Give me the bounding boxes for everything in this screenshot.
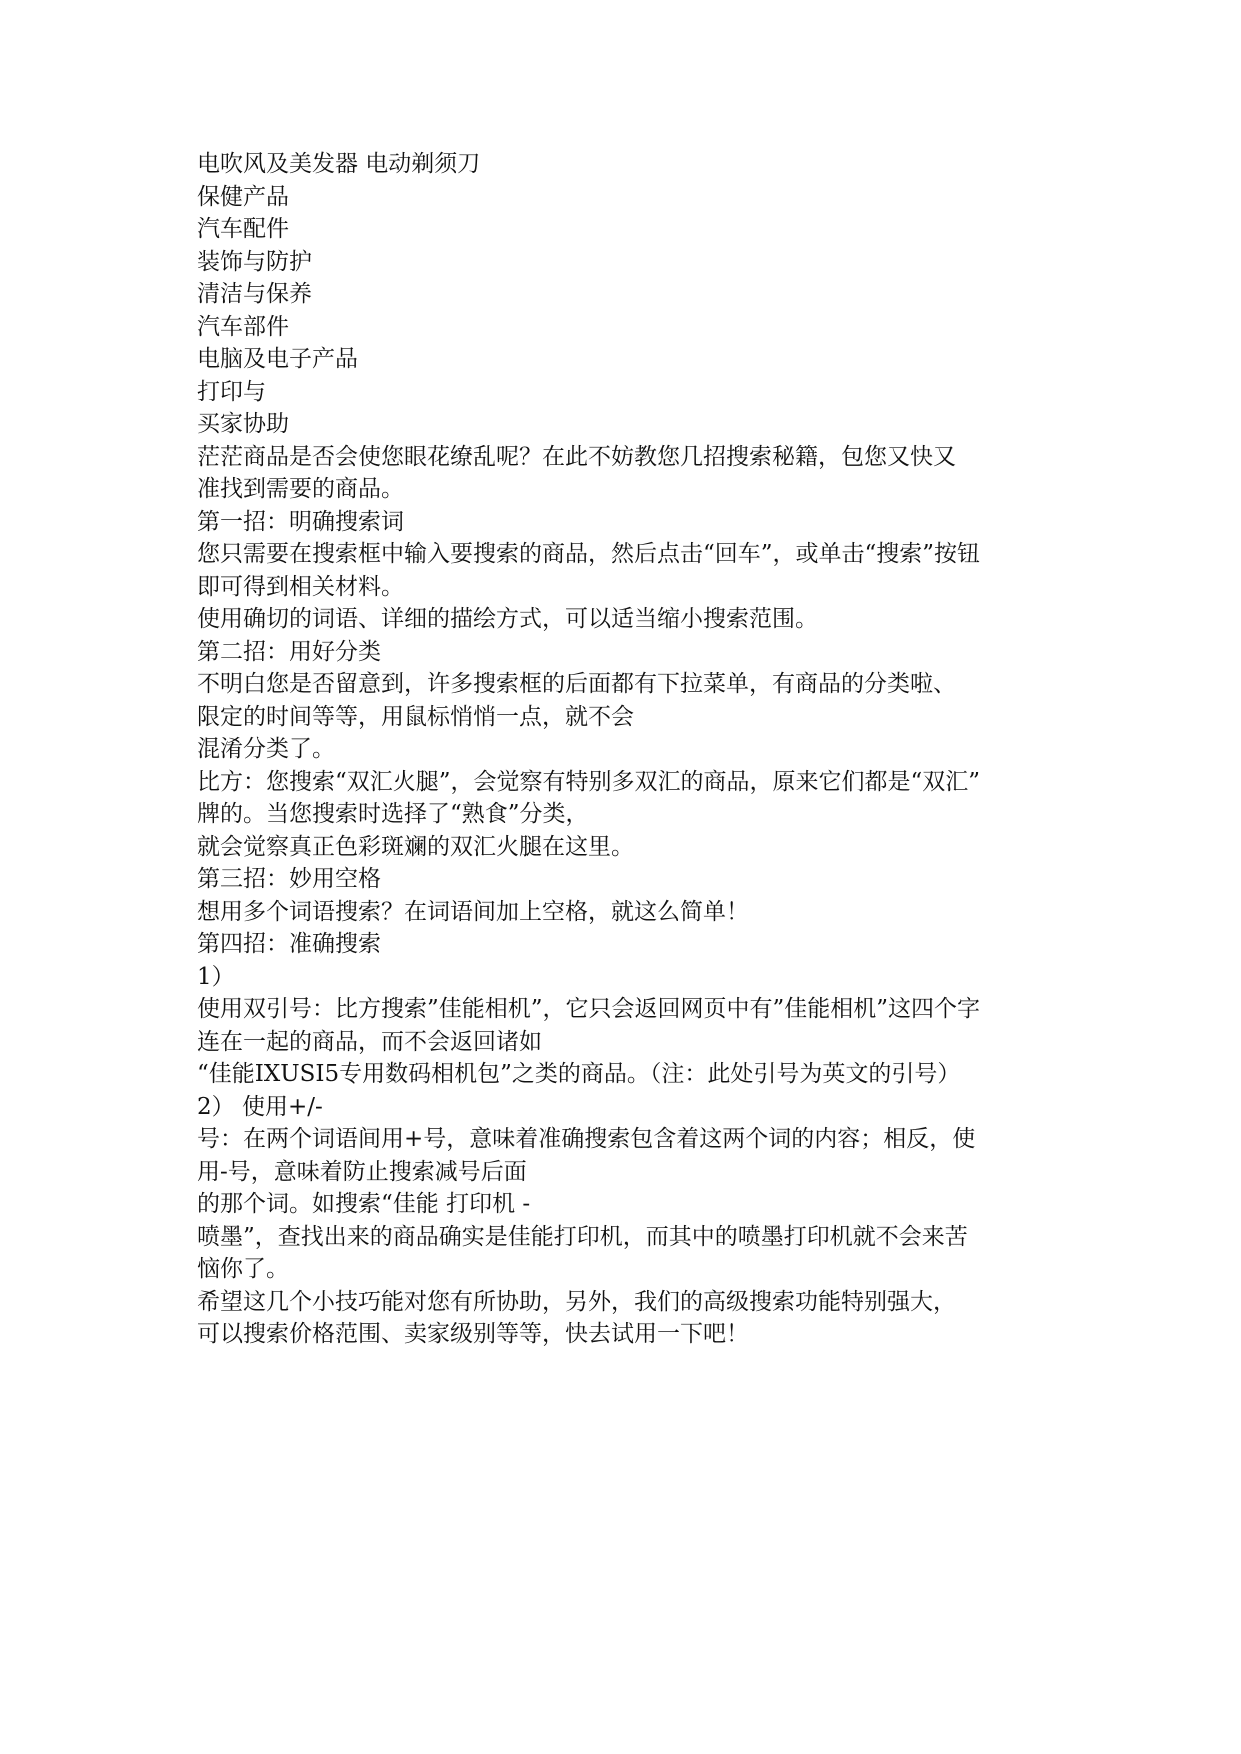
text-line: 茫茫商品是否会使您眼花缭乱呢？在此不妨教您几招搜索秘籍，包您又快又 [197, 443, 956, 470]
text-line: 连在一起的商品，而不会返回诸如 [197, 1028, 542, 1055]
section-heading: 第一招：明确搜索词 [197, 508, 404, 535]
text-line: 保健产品 [197, 183, 289, 210]
text-line: 打印与 [197, 378, 266, 405]
text-line: 牌的。当您搜索时选择了“熟食”分类， [197, 801, 589, 827]
text-line: 电脑及电子产品 [197, 346, 358, 372]
text-line: 号：在两个词语间用+号，意味着准确搜索包含着这两个词的内容；相反，使 [197, 1126, 976, 1152]
text-line: 的那个词。如搜索“佳能 打印机 - [197, 1191, 531, 1217]
text-line: 比方：您搜索“双汇火腿”，会觉察有特别多双汇的商品，原来它们都是“双汇” [197, 768, 981, 795]
text-line: 清洁与保养 [197, 281, 312, 307]
text-line: 汽车部件 [197, 313, 289, 340]
text-line: 限定的时间等等，用鼠标悄悄一点，就不会 [197, 703, 634, 730]
section-heading: 第三招：妙用空格 [197, 866, 381, 892]
text-line: 用-号，意味着防止搜索减号后面 [197, 1158, 527, 1185]
list-number: 2） 使用+/- [197, 1093, 323, 1120]
text-line: 买家协助 [197, 411, 289, 437]
list-number: 1） [197, 963, 235, 990]
text-line: 恼你了。 [197, 1256, 289, 1282]
text-line: 电吹风及美发器 电动剃须刀 [197, 151, 481, 177]
text-line: 准找到需要的商品。 [197, 476, 404, 502]
text-line: 混淆分类了。 [197, 736, 335, 762]
section-heading: 第二招：用好分类 [197, 638, 381, 665]
text-line: 不明白您是否留意到，许多搜索框的后面都有下拉菜单，有商品的分类啦、 [197, 671, 956, 697]
text-line: 希望这几个小技巧能对您有所协助，另外，我们的高级搜索功能特别强大， [197, 1288, 956, 1315]
text-line: 可以搜索价格范围、卖家级别等等，快去试用一下吧！ [197, 1321, 749, 1347]
text-line: 就会觉察真正色彩斑斓的双汇火腿在这里。 [197, 833, 634, 860]
text-line: 想用多个词语搜索？在词语间加上空格，就这么简单！ [197, 898, 749, 925]
text-line: 汽车配件 [197, 216, 289, 242]
text-line: 喷墨”，查找出来的商品确实是佳能打印机，而其中的喷墨打印机就不会来苦 [197, 1223, 968, 1250]
text-line: “佳能IXUSI5专用数码相机包”之类的商品。（注：此处引号为英文的引号） [197, 1061, 961, 1087]
text-line: 使用确切的词语、详细的描绘方式，可以适当缩小搜索范围。 [197, 606, 818, 632]
document-body [197, 148, 1057, 1351]
text-line: 即可得到相关材料。 [197, 573, 404, 600]
text-line: 您只需要在搜索框中输入要搜索的商品，然后点击“回车”，或单击“搜索”按钮 [197, 541, 981, 567]
text-line: 装饰与防护 [197, 248, 312, 275]
section-heading: 第四招：准确搜索 [197, 931, 381, 957]
text-line: 使用双引号：比方搜索”佳能相机”，它只会返回网页中有”佳能相机”这四个字 [197, 996, 981, 1022]
